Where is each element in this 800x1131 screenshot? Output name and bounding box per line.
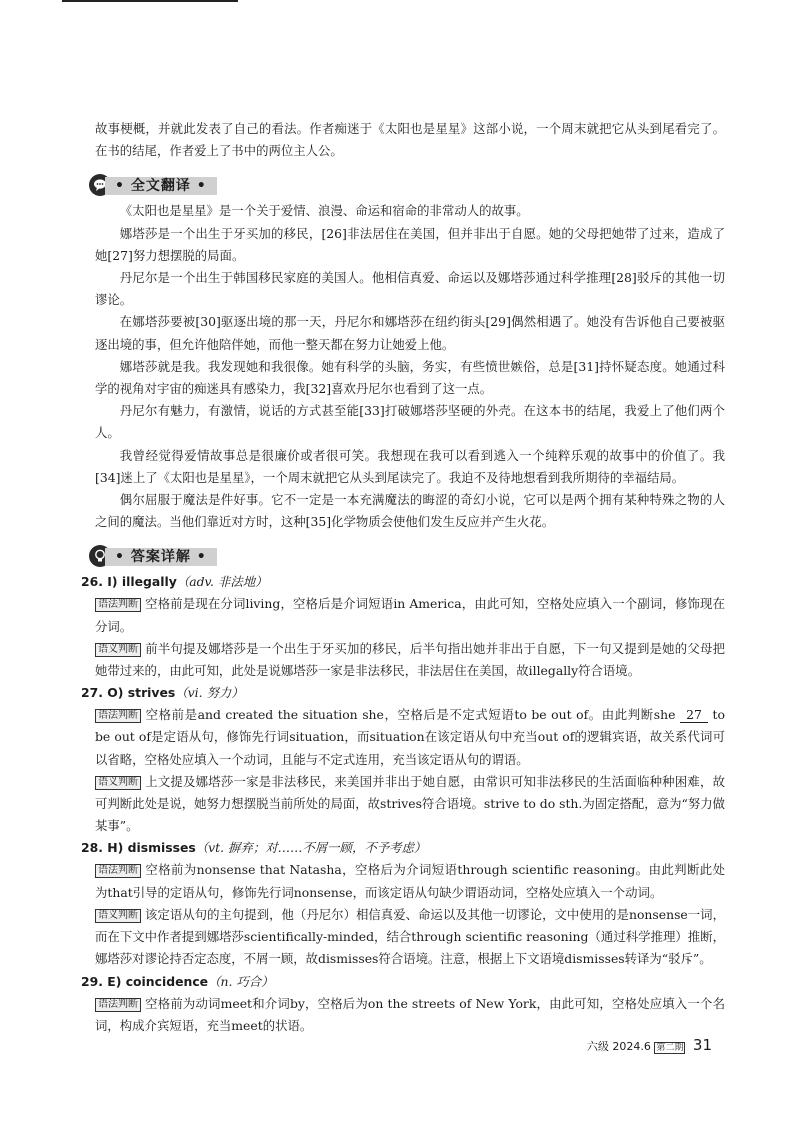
grammar-tag: 语法判断 <box>95 709 141 723</box>
page-number: 31 <box>692 1036 712 1054</box>
answer-number: 27. O) strives <box>81 685 176 701</box>
answer-number: 28. H) dismisses <box>81 840 196 856</box>
semantic-tag: 语义判断 <box>95 643 141 657</box>
magazine-issue: 六级 2024.6 <box>586 1040 651 1053</box>
grammar-tag: 语法判断 <box>95 598 141 612</box>
semantic-tag: 语义判断 <box>95 909 141 923</box>
semantic-tag: 语义判断 <box>95 776 141 790</box>
top-rule <box>62 0 238 2</box>
note-text: 空格前为nonsense that Natasha，空格后为介词短语through scientific reasoning。由此判断此处为that引导的定语从句，修饰先行词nonsense，而该定语从句缺少谓语动词，空格处应填入一个动词。 <box>95 862 725 900</box>
answer-item-27 <box>81 682 725 837</box>
answer-item-28 <box>81 837 725 970</box>
answers-heading-label: • 答案详解 • <box>105 548 217 566</box>
answer-number: 29. E) coincidence <box>81 973 209 989</box>
intro-paragraph: 故事梗概，并就此发表了自己的看法。作者痴迷于《太阳也是星星》这部小说，一个周末就把它从头到尾看完了。在书的结尾，作者爱上了书中的两位主人公。 <box>95 121 725 159</box>
translation-paragraph: 娜塔莎就是我。我发现她和我很像。她有科学的头脑，务实，有些愤世嫉俗，总是[31]持怀疑态度。她通过科学的视角对宇宙的痴迷具有感染力，我[32]喜欢丹尼尔也看到了这一点。 <box>95 358 725 397</box>
page-body <box>81 118 725 1037</box>
answer-number: 26. I) illegally <box>81 574 177 590</box>
issue-box: 第二期 <box>656 1043 684 1053</box>
note-text: 该定语从句的主句提到，他（丹尼尔）相信真爱、命运以及其他一切谬论，文中使用的是nonsense一词，而在下文中作者提到娜塔莎scientifically-minded，结合through scientific reasoning（通过科学推理）推断，娜塔莎对谬论持否定态度，不屑一顾，故dismisses符合语境。注意，根据上下文语境dismisses转译为“驳斥”。 <box>95 906 725 967</box>
part-of-speech: （vi. 努力） <box>175 685 244 701</box>
translation-paragraph: 娜塔莎是一个出生于牙买加的移民，[26]非法居住在美国，但并非出于自愿。她的父母把她带了过来，造成了她[27]努力想摆脱的局面。 <box>95 225 725 263</box>
blank-27: 27 <box>680 708 708 723</box>
note-text: 前半句提及娜塔莎是一个出生于牙买加的移民，后半句指出她并非出于自愿，下一句又提到是她的父母把她带过来的，由此可知，此处是说娜塔莎一家是非法移民，非法居住在美国，故illegally符合语境。 <box>95 640 725 679</box>
answers-heading <box>89 543 725 569</box>
answer-item-26 <box>81 571 725 682</box>
part-of-speech: （vt. 摒弃；对……不屑一顾，不予考虑） <box>195 840 427 856</box>
translation-paragraph: 丹尼尔是一个出生于韩国移民家庭的美国人。他相信真爱、命运以及娜塔莎通过科学推理[28]驳斥的其他一切谬论。 <box>95 270 725 308</box>
translation-heading-label: • 全文翻译 • <box>105 177 217 195</box>
note-text: 空格前是现在分词living，空格后是介词短语in America，由此可知，空格处应填入一个副词，修饰现在分词。 <box>95 596 725 634</box>
part-of-speech: （adv. 非法地） <box>176 574 268 590</box>
note-text: to be out of是定语从句，修饰先行词situation，而situation在该定语从句中充当out of的逻辑宾语，故关系代词可以省略，空格处应填入一个动词，且能与不定式连用，充当该定语从句的谓语。 <box>95 707 725 767</box>
note-text: 空格前是and created the situation she，空格后是不定式短语to be out of。由此判断she <box>145 707 676 723</box>
translation-paragraph: 《太阳也是星星》是一个关于爱情、浪漫、命运和宿命的非常动人的故事。 <box>119 203 529 219</box>
translation-paragraph: 丹尼尔有魅力，有激情，说话的方式甚至能[33]打破娜塔莎坚硬的外壳。在这本书的结尾，我爱上了他们两个人。 <box>95 403 725 441</box>
translation-paragraph: 我曾经觉得爱情故事总是很廉价或者很可笑。我想现在我可以看到逃入一个纯粹乐观的故事中的价值了。我[34]迷上了《太阳也是星星》，一个周末就把它从头到尾读完了。我迫不及待地想看到我所期待的幸福结局。 <box>95 447 725 485</box>
page-footer <box>587 1036 712 1054</box>
translation-paragraph: 偶尔屈服于魔法是件好事。它不一定是一本充满魔法的晦涩的奇幻小说，它可以是两个拥有某种特殊之物的人之间的魔法。当他们靠近对方时，这种[35]化学物质会使他们发生反应并产生火花。 <box>95 492 725 530</box>
translation-heading <box>89 172 725 198</box>
grammar-tag: 语法判断 <box>95 998 141 1012</box>
answer-item-29 <box>81 971 725 1037</box>
note-text: 空格前为动词meet和介词by，空格后为on the streets of New York，由此可知，空格处应填入一个名词，构成介宾短语，充当meet的状语。 <box>95 995 725 1033</box>
grammar-tag: 语法判断 <box>95 864 141 878</box>
part-of-speech: （n. 巧合） <box>208 973 274 989</box>
note-text: 上文提及娜塔莎一家是非法移民，来美国并非出于她自愿，由常识可知非法移民的生活面临种种困难，故可判断此处是说，她努力想摆脱当前所处的局面，故strives符合语境。strive to do sth.为固定搭配，意为“努力做某事”。 <box>95 773 725 834</box>
translation-paragraph: 在娜塔莎要被[30]驱逐出境的那一天，丹尼尔和娜塔莎在纽约街头[29]偶然相遇了。她没有告诉他自己要被驱逐出境的事，但允许他陪伴她，而他一整天都在努力让她爱上他。 <box>95 314 725 352</box>
